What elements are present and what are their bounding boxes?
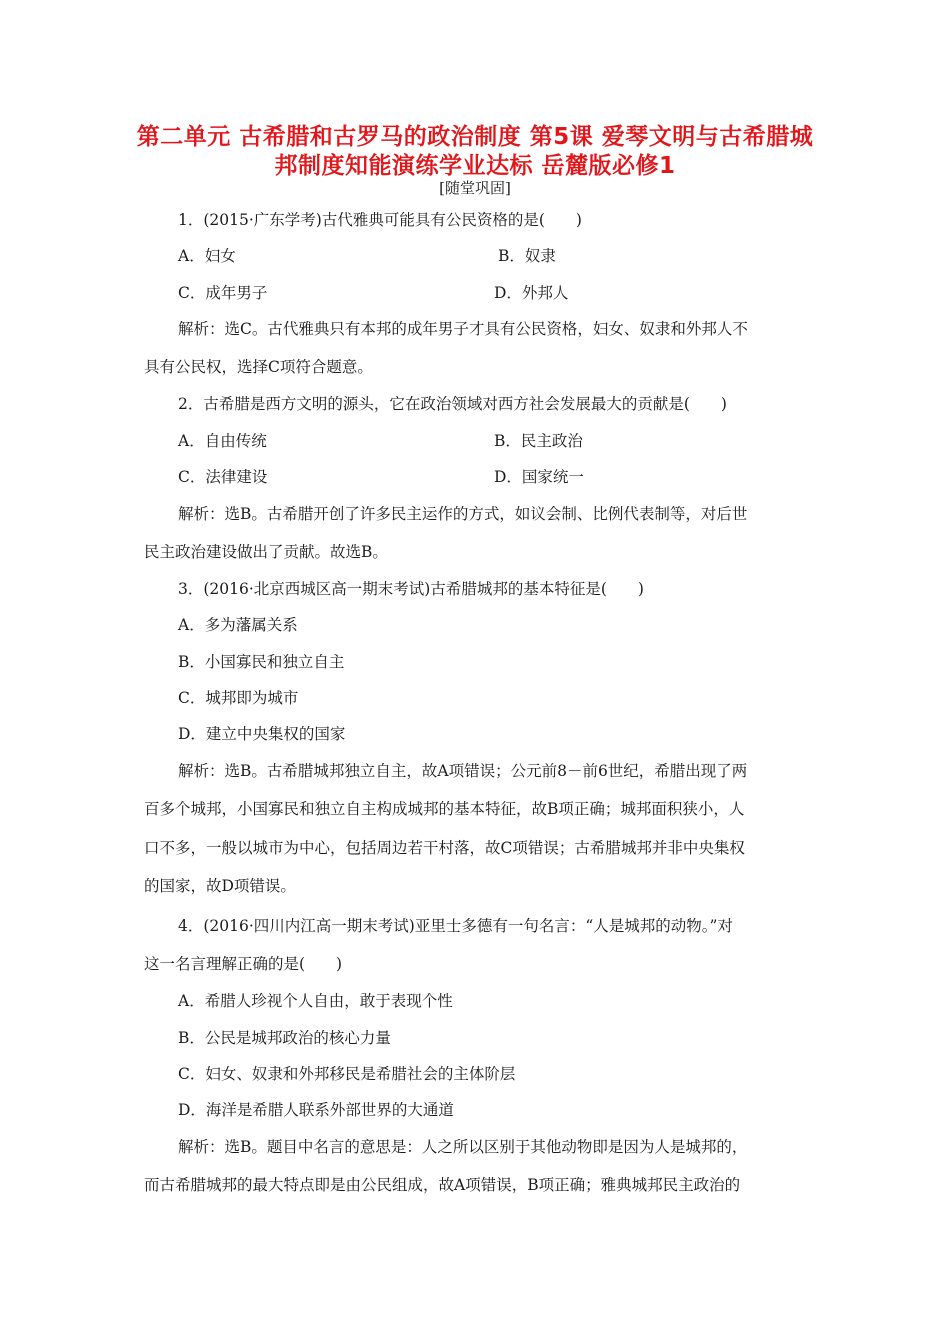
question-3-analysis-line-3: 口不多，一般以城市为中心，包括周边若干村落，故C项错误；古希腊城邦并非中央集权 <box>144 839 745 857</box>
question-4-option-d: D．海洋是希腊人联系外部世界的大通道 <box>178 1101 454 1119</box>
section-heading: [随堂巩固] <box>439 179 511 197</box>
question-1-stem: 1．(2015·广东学考)古代雅典可能具有公民资格的是( ) <box>178 211 582 229</box>
question-1-option-c: C．成年男子 <box>178 284 268 302</box>
question-3-option-a: A．多为藩属关系 <box>178 616 298 634</box>
question-4-option-b: B．公民是城邦政治的核心力量 <box>178 1029 391 1047</box>
question-2-option-b: B．民主政治 <box>494 432 583 450</box>
question-4-option-c: C．妇女、奴隶和外邦移民是希腊社会的主体阶层 <box>178 1065 516 1083</box>
document-title-line-2: 邦制度知能演练学业达标 岳麓版必修1 <box>274 153 676 179</box>
question-2-analysis-line-1: 解析：选B。古希腊开创了许多民主运作的方式，如议会制、比例代表制等，对后世 <box>178 505 748 523</box>
question-2-option-a: A．自由传统 <box>178 432 267 450</box>
question-3-option-d: D．建立中央集权的国家 <box>178 725 346 743</box>
question-3-stem: 3．(2016·北京西城区高一期末考试)古希腊城邦的基本特征是( ) <box>178 580 644 598</box>
question-3-analysis-line-2: 百多个城邦，小国寡民和独立自主构成城邦的基本特征，故B项正确；城邦面积狭小，人 <box>144 800 745 818</box>
question-1-option-b: B．奴隶 <box>498 247 556 265</box>
question-2-option-d: D．国家统一 <box>494 468 584 486</box>
question-2-analysis-line-2: 民主政治建设做出了贡献。故选B。 <box>144 543 388 561</box>
question-1-option-d: D．外邦人 <box>494 284 569 302</box>
question-4-analysis-line-2: 而古希腊城邦的最大特点即是由公民组成，故A项错误，B项正确；雅典城邦民主政治的 <box>144 1176 741 1194</box>
question-4-analysis-line-1: 解析：选B。题目中名言的意思是：人之所以区别于其他动物即是因为人是城邦的， <box>178 1138 748 1156</box>
question-1-analysis-line-1: 解析：选C。古代雅典只有本邦的成年男子才具有公民资格，妇女、奴隶和外邦人不 <box>178 320 748 338</box>
question-2-stem: 2．古希腊是西方文明的源头，它在政治领域对西方社会发展最大的贡献是( ) <box>178 395 727 413</box>
question-3-analysis-line-4: 的国家，故D项错误。 <box>144 877 296 895</box>
question-1-analysis-line-2: 具有公民权，选择C项符合题意。 <box>144 358 373 376</box>
document-title-line-1: 第二单元 古希腊和古罗马的政治制度 第5课 爱琴文明与古希腊城 <box>136 124 814 150</box>
question-3-option-b: B．小国寡民和独立自主 <box>178 653 345 671</box>
question-2-option-c: C．法律建设 <box>178 468 268 486</box>
question-3-option-c: C．城邦即为城市 <box>178 689 299 707</box>
question-3-analysis-line-1: 解析：选B。古希腊城邦独立自主，故A项错误；公元前8－前6世纪，希腊出现了两 <box>178 762 748 780</box>
question-4-stem-line-1: 4．(2016·四川内江高一期末考试)亚里士多德有一句名言：“人是城邦的动物。”对 <box>178 917 733 935</box>
question-4-option-a: A．希腊人珍视个人自由，敢于表现个性 <box>178 992 453 1010</box>
question-1-option-a: A．妇女 <box>178 247 236 265</box>
question-4-stem-line-2: 这一名言理解正确的是( ) <box>144 955 343 973</box>
